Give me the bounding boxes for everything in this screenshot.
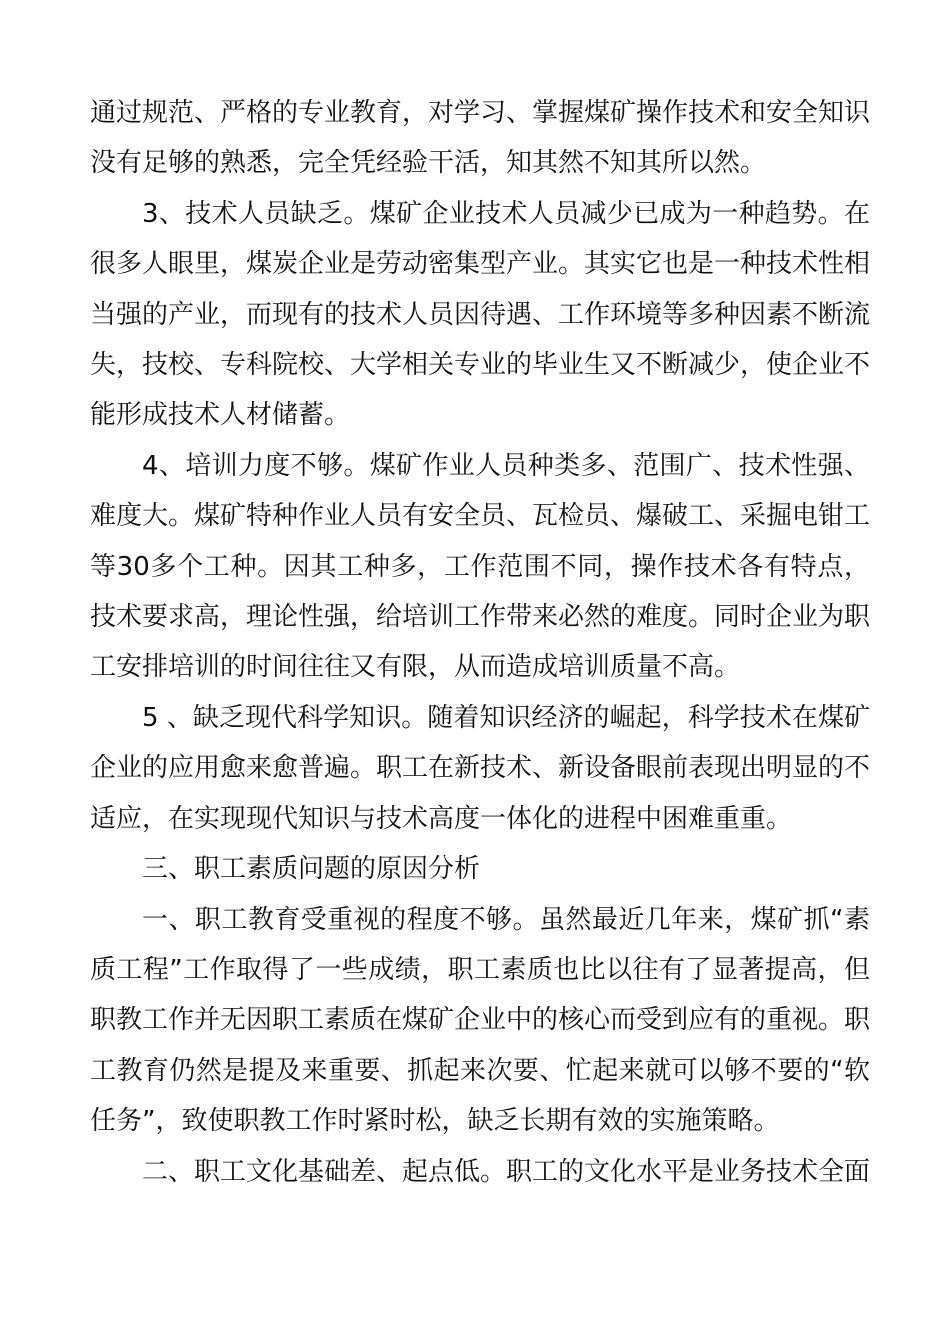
- paragraph-item-4: 4、培训力度不够。煤矿作业人员种类多、范围广、技术性强、难度大。煤矿特种作业人员有安全员、瓦检员、爆破工、采掘电钳工等30多个工种。因其工种多，工作范围不同，操作技术各有特点，技术要求高，理论性强，给培训工作带来必然的难度。同时企业为职工安排培训的时间往往又有限，从而造成培训质量不高。: [90, 450, 871, 683]
- section-heading: 三、职工素质问题的原因分析: [142, 854, 481, 885]
- paragraph-item-3: 3、技术人员缺乏。煤矿企业技术人员减少已成为一种趋势。在很多人眼里，煤炭企业是劳动密集型产业。其实它也是一种技术性相当强的产业，而现有的技术人员因待遇、工作环境等多种因素不断流失，技校、专科院校、大学相关专业的毕业生又不断减少，使企业不能形成技术人材储蓄。: [90, 198, 871, 431]
- paragraph-continuation: 通过规范、严格的专业教育，对学习、掌握煤矿操作技术和安全知识没有足够的熟悉，完全凭经验干活，知其然不知其所以然。: [90, 98, 871, 179]
- paragraph-item-5: 5 、缺乏现代科学知识。随着知识经济的崛起，科学技术在煤矿企业的应用愈来愈普遍。职工在新技术、新设备眼前表现出明显的不适应，在实现现代知识与技术高度一体化的进程中困难重重。: [90, 702, 871, 834]
- paragraph-reason-2: 二、职工文化基础差、起点低。职工的文化水平是业务技术全面: [142, 1156, 871, 1187]
- paragraph-reason-1: 一、职工教育受重视的程度不够。虽然最近几年来，煤矿抓“素质工程”工作取得了一些成绩，职工素质也比以往有了显著提高，但职教工作并无因职工素质在煤矿企业中的核心而受到应有的重视。职工教育仍然是提及来重要、抓起来次要、忙起来就可以够不要的“软任务”，致使职教工作时紧时松，缺乏长期有效的实施策略。: [90, 904, 871, 1137]
- document-page: [90, 88, 870, 1197]
